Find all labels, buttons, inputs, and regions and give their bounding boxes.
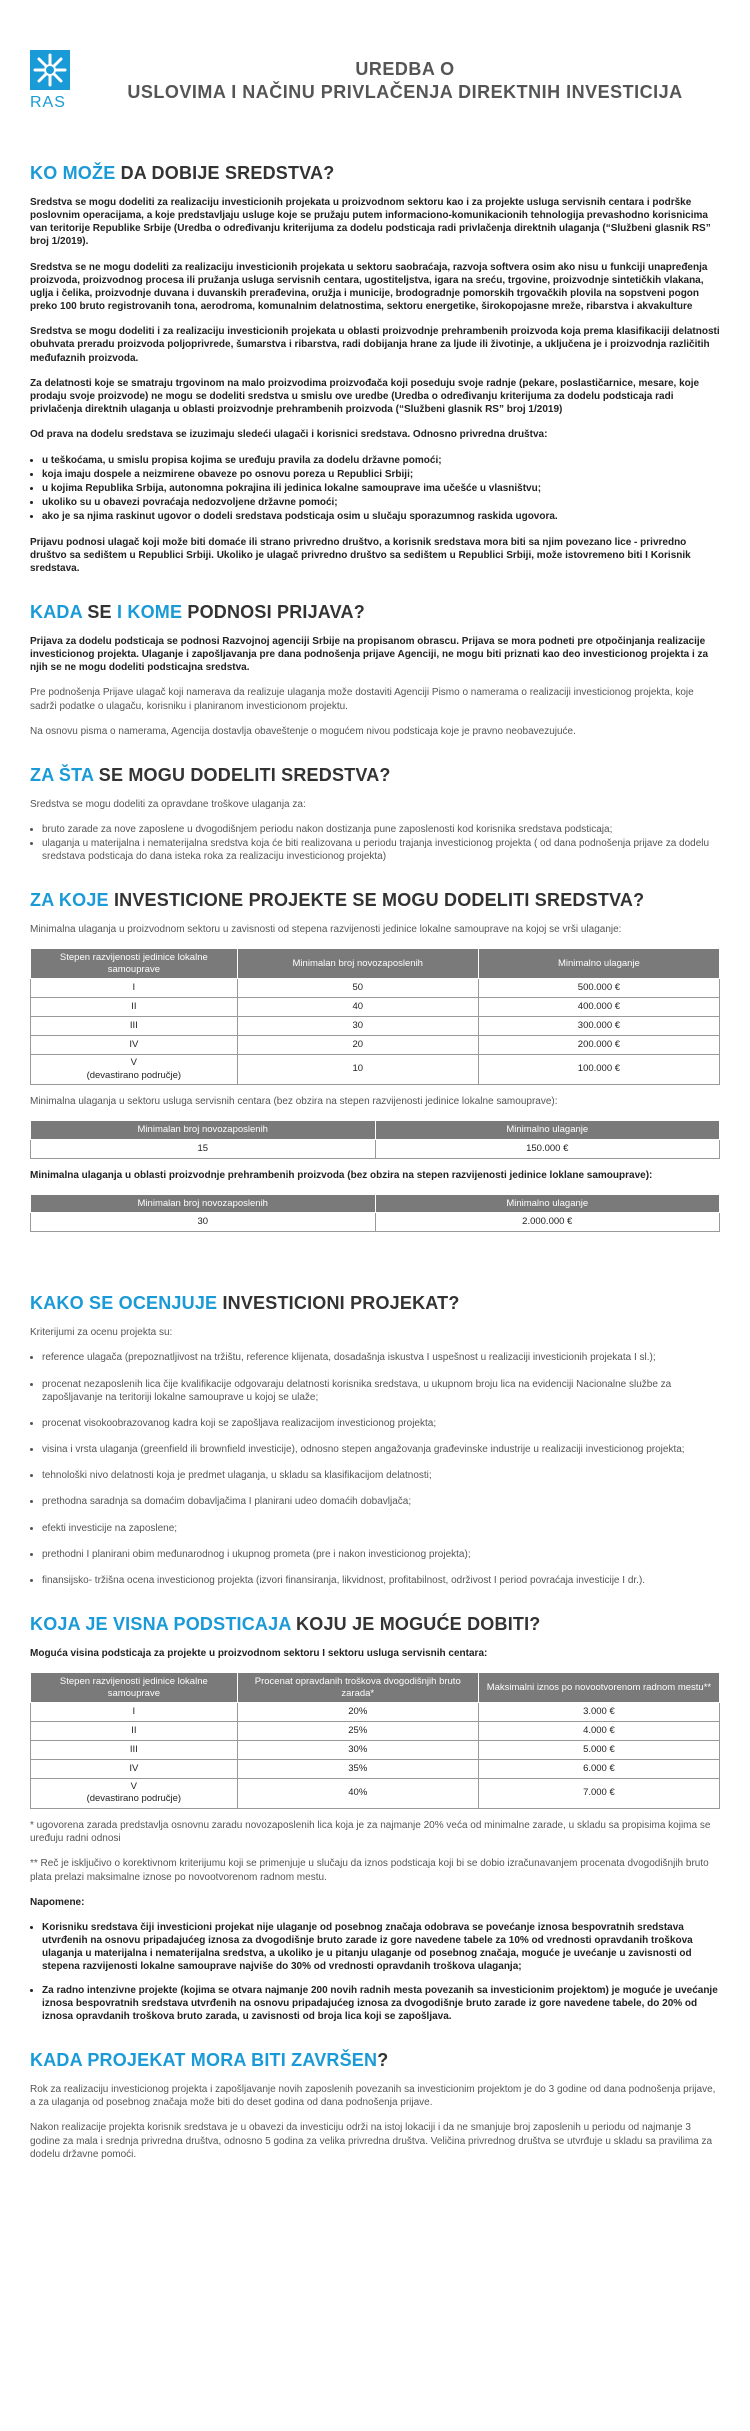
paragraph: Sredstva se mogu dodeliti za opravdane troškove ulaganja za: xyxy=(30,798,306,810)
paragraph: Od prava na dodelu sredstava se izuzimaju sledeći ulagači i korisnici sredstava. Odnosno privredna društva: xyxy=(30,429,548,441)
list-item: • ulaganja u materijalna i nematerijalna sredstva koja će biti realizovana u periodu trajanja investicionog projekta ( od dana podnošenja prijave za dodelu sredstava podsticaja do dana isteka roka za realizaciju investicionog projekta) xyxy=(42,837,720,863)
table-cell: I xyxy=(31,979,238,998)
table-cell: 25% xyxy=(237,1721,478,1740)
table-cell: 40 xyxy=(237,998,478,1017)
table-cell: 500.000 € xyxy=(478,979,719,998)
table-cell: IV xyxy=(31,1759,238,1778)
table-row xyxy=(31,1036,720,1055)
table-row xyxy=(31,1055,720,1085)
list-item: • efekti investicije na zaposlene; xyxy=(42,1522,720,1535)
table-header: Minimalno ulaganje xyxy=(375,1194,720,1212)
table-header: Minimalan broj novozaposlenih xyxy=(31,1121,376,1139)
criteria-list xyxy=(30,1351,720,1587)
min-investment-table xyxy=(30,948,720,1085)
footnote: ** Reč je isključivo o korektivnom kriterijumu koji se primenjuje u slučaju da iznos podsticaja koji bi se dobio izračunavanjem procenata dvogodišnjih bruto plata prelazi maksimalne iznose po novootvorenom radnom mestu. xyxy=(30,1858,709,1883)
table-cell: 35% xyxy=(237,1759,478,1778)
ras-logo-icon xyxy=(30,50,70,90)
table-header: Minimalno ulaganje xyxy=(375,1121,720,1139)
paragraph: Prijava za dodelu podsticaja se podnosi Razvojnoj agenciji Srbije na propisanom obrascu. Prijava se mora podneti pre otpočinjanja realizacije investicionog projekta. Ulaganje i zapošljavanja pre dana podnošenja prijave Agenciji, ne mogu biti priznati kao deo investicionog projekta i za njih se ne mogu dodeliti podsticajna sredstva. xyxy=(30,635,709,674)
table-cell: 10 xyxy=(237,1055,478,1085)
table-cell: 3.000 € xyxy=(478,1702,719,1721)
table-cell: 30 xyxy=(237,1017,478,1036)
table-cell: III xyxy=(31,1740,238,1759)
table-row xyxy=(31,979,720,998)
table-cell: II xyxy=(31,998,238,1017)
paragraph: Minimalna ulaganja u proizvodnom sektoru u zavisnosti od stepena razvijenosti jedinice lokalne samouprave na kojoj se vrši ulaganje: xyxy=(30,924,622,936)
service-min-table xyxy=(30,1120,720,1158)
heading-kada-zavrsen xyxy=(30,2049,720,2073)
heading-rest: PODNOSI PRIJAVA? xyxy=(182,602,365,623)
table-cell: 20 xyxy=(237,1036,478,1055)
header xyxy=(30,50,720,136)
heading-rest: ? xyxy=(377,2050,389,2071)
table-cell: 200.000 € xyxy=(478,1036,719,1055)
heading-highlight: ZA ŠTA xyxy=(30,764,94,785)
list-item: • koja imaju dospele a neizmirene obaveze po osnovu poreza u Republici Srbiji; xyxy=(42,468,720,481)
table-cell: 7.000 € xyxy=(478,1778,719,1808)
list-item: • tehnološki nivo delatnosti koja je predmet ulaganja, u skladu sa klasifikacijom delatnosti; xyxy=(42,1469,720,1482)
heading-za-koje xyxy=(30,889,720,913)
paragraph: Prijavu podnosi ulagač koji može biti domaće ili strano privredno društvo, a korisnik sredstava mora biti sa njim povezano lice - privredno društvo sa sedištem u Republici Srbiji. Ukoliko je ulagač privredno društvo sa sedištem u Republici Srbiji, može istovremeno biti I Korisnik sredstava. xyxy=(30,536,691,574)
heading-rest: INVESTICIONI PROJEKAT? xyxy=(217,1293,460,1314)
notes-list xyxy=(30,1921,720,2023)
paragraph: Rok za realizaciju investicionog projekta i zapošljavanje novih zaposlenih povezanih sa investicionim projektom je do 3 godine od dana podnošenja prijave, a za ulaganja od posebnog značaja može biti do deset godina od dana podnošenja prijave. xyxy=(30,2083,716,2109)
list-item: • prethodna saradnja sa domaćim dobavljačima I planirani udeo domaćih dobavljača; xyxy=(42,1495,720,1508)
paragraph: Sredstva se mogu dodeliti i za realizaciju investicionih projekata u oblasti proizvodnje prehrambenih proizvoda koja prema klasifikaciji delatnosti obuhvata preradu proizvoda poljoprivrede, šumarstva i ribarstva, radi dobijanja hrane za ljude ili životinje, a uključena je i proizvodnja različitih međufaznih proizvoda. xyxy=(30,326,720,364)
paragraph: Na osnovu pisma o namerama, Agencija dostavlja obaveštenje o mogućem nivou podsticaja koje je pravno neobavezujuće. xyxy=(30,725,576,737)
table-row xyxy=(31,998,720,1017)
title-line-2: USLOVIMA I NAČINU PRIVLAČENJA DIREKTNIH INVESTICIJA xyxy=(127,81,683,102)
list-item: • Za radno intenzivne projekte (kojima se otvara najmanje 200 novih radnih mesta povezanih sa investicionim projektom) je moguće je uvećanje iznosa bespovratnih sredstava utvrđenih na osnovu pripadajućeg iznosa za dvogodišnje bruto zarade iz gore navedene tabele, do 20% od iznosa opravdanih troškova bruto zarada, u zavisnosti od broja lica koji se zapošljava. xyxy=(42,1984,720,2024)
list-item: • Korisniku sredstava čiji investicioni projekat nije ulaganje od posebnog značaja odobrava se povećanje iznosa bespovratnih sredstava utvrđenih na osnovu pripadajućeg iznosa za dvogodišnje bruto zarade iz gore navedene tabele za 10% od vrednosti opravdanih troškova ulaganja u materijalna i nematerijalna sredstva, a ukoliko je u pitanju ulaganje od posebnog značaja, moguće je uvećanje u zavisnosti od stepena razvijenosti lokalne samouprave najviše do 30% od vrednosti opravdanih troškova ulaganja; xyxy=(42,1921,720,1974)
heading-highlight: KADA xyxy=(30,602,83,623)
table-cell: 100.000 € xyxy=(478,1055,719,1085)
table-row xyxy=(31,1778,720,1808)
list-item: • ako je sa njima raskinut ugovor o dodeli sredstava podsticaja osim u slučaju sporazumnog raskida ugovora. xyxy=(42,510,720,523)
table-cell: IV xyxy=(31,1036,238,1055)
table-cell: 20% xyxy=(237,1702,478,1721)
table-cell: I xyxy=(31,1702,238,1721)
table-cell: V (devastirano područje) xyxy=(31,1055,238,1085)
heading-za-sta xyxy=(30,764,720,788)
list-item: • ukoliko su u obavezi povraćaja nedozvoljene državne pomoći; xyxy=(42,496,720,509)
heading-kada-kome xyxy=(30,601,720,625)
table-header: Minimalan broj novozaposlenih xyxy=(31,1194,376,1212)
table-row xyxy=(31,1213,720,1232)
paragraph: Kriterijumi za ocenu projekta su: xyxy=(30,1327,173,1339)
table-cell: 50 xyxy=(237,979,478,998)
table-row xyxy=(31,1721,720,1740)
heading-highlight: ZA KOJE xyxy=(30,890,109,911)
exclusion-list xyxy=(30,454,720,524)
table-header: Stepen razvijenosti jedinice lokalne samouprave xyxy=(31,949,238,979)
paragraph: Sredstva se ne mogu dodeliti za realizaciju investicionih projekata u sektoru saobraćaja, razvoja softvera osim ako nisu u funkciji unapređenja proizvoda, proizvodnog procesa ili pružanja usluga servisnih centara, ugostiteljstva, igara na sreću, trgovine, proizvodnje sintetičkih vlakana, uglja i čelika, proizvodnje duvana i duvanskih prerađevina, oružja i municije, brodogradnje pomorskih trgovačkih plovila na sopstveni pogon preko 100 bruto registrovanih tona, aerodroma, komunalnim delatnostima, sektoru energetike, širokopojasne mreže, ribarstva i akvakulture xyxy=(30,261,708,313)
paragraph: Moguća visina podsticaja za projekte u proizvodnom sektoru I sektoru usluga servisnih centara: xyxy=(30,1647,488,1659)
heading-highlight: I KOME xyxy=(116,602,183,623)
heading-rest: SE MOGU DODELITI SREDSTVA? xyxy=(93,764,391,785)
table-row xyxy=(31,1740,720,1759)
table-header: Minimalan broj novozaposlenih xyxy=(237,949,478,979)
paragraph: Sredstva se mogu dodeliti za realizaciju investicionih projekata u proizvodnom sektoru kao i za projekte usluga servisnih centara i podrške poslovnim operacijama, a koje predstavljaju usluge koje se pružaju putem informaciono-komunikacionih tehnologija prevashodno korisnicima van teritorije Republike Srbije (Uredba o određivanju kriterijuma za dodelu podsticaja radi privlačenja direktnih ulaganja (“Službeni glasnik RS” broj 1/2019). xyxy=(30,196,711,248)
footnote: * ugovorena zarada predstavlja osnovnu zaradu novozaposlenih lica koja je za najmanje 20% veća od minimalne zarade, u skladu sa propisima kojima se uređuju radni odnosi xyxy=(30,1819,711,1845)
heading-highlight: KAKO SE OCENJUJE xyxy=(30,1293,218,1314)
heading-rest: DA DOBIJE SREDSTVA? xyxy=(115,163,335,183)
incentive-table xyxy=(30,1672,720,1809)
paragraph: Za delatnosti koje se smatraju trgovinom na malo proizvodima proizvođača koji poseduju svoje radnje (pekare, poslastičarnice, mesare, koje prodaju svoje proizvode) ne mogu se dodeliti sredstva u smislu ove uredbe (Uredba o određivanju kriterijuma za dodelu podsticaja radi privlačenja direktnih ulaganja u oblasti proizvodnje prehrambenih proizvoda (“Službeni glasnik RS” broj 1/2019) xyxy=(30,377,700,416)
heading-rest: SE xyxy=(82,602,117,623)
heading-highlight: KOJA JE VISNA PODSTICAJA xyxy=(30,1614,291,1635)
table-cell: 30% xyxy=(237,1740,478,1759)
heading-kako-se-ocenjuje xyxy=(30,1292,720,1316)
list-item: • u kojima Republika Srbija, autonomna pokrajina ili jedinica lokalne samouprave ima učešće u vlasništvu; xyxy=(42,482,720,495)
ras-logo-text: RAS xyxy=(30,94,66,111)
costs-list xyxy=(30,823,720,864)
table-cell: 150.000 € xyxy=(375,1139,720,1158)
table-cell: 2.000.000 € xyxy=(375,1213,720,1232)
list-item: • bruto zarade za nove zaposlene u dvogodišnjem periodu nakon dostizanja pune zaposlenosti kod korisnika sredstava podsticaja; xyxy=(42,823,720,836)
table-header: Minimalno ulaganje xyxy=(478,949,719,979)
paragraph: Minimalna ulaganja u oblasti proizvodnje prehrambenih proizvoda (bez obzira na stepen razvijenosti jedinice loklane samouprave): xyxy=(30,1169,653,1181)
list-item: • u teškoćama, u smislu propisa kojima se uređuju pravila za dodelu državne pomoći; xyxy=(42,454,720,467)
table-cell: III xyxy=(31,1017,238,1036)
food-min-table xyxy=(30,1194,720,1232)
table-cell: 40% xyxy=(237,1778,478,1808)
heading-highlight: KO MOŽE xyxy=(30,163,116,183)
notes-title: Napomene: xyxy=(30,1896,85,1908)
heading-ko-moze xyxy=(30,162,720,186)
list-item: • procenat visokoobrazovanog kadra koji se zapošljava realizacijom investicionog projekta; xyxy=(42,1417,720,1430)
table-cell: 5.000 € xyxy=(478,1740,719,1759)
title-line-1: UREDBA O xyxy=(355,59,455,79)
page-title xyxy=(90,58,720,103)
table-cell: 6.000 € xyxy=(478,1759,719,1778)
table-cell: 300.000 € xyxy=(478,1017,719,1036)
table-header: Maksimalni iznos po novootvorenom radnom mestu** xyxy=(478,1673,719,1703)
list-item: • prethodni I planirani obim međunarodnog i ukupnog prometa (pre i nakon investicionog projekta); xyxy=(42,1548,720,1561)
table-cell: 400.000 € xyxy=(478,998,719,1017)
page xyxy=(30,0,720,2203)
ras-logo xyxy=(30,50,90,113)
table-row xyxy=(31,1139,720,1158)
table-header: Procenat opravdanih troškova dvogodišnjih bruto zarada* xyxy=(237,1673,478,1703)
table-row xyxy=(31,1017,720,1036)
table-cell: II xyxy=(31,1721,238,1740)
table-cell: 15 xyxy=(31,1139,376,1158)
heading-rest: KOJU JE MOGUĆE DOBITI? xyxy=(290,1614,541,1635)
list-item: • finansijsko- tržišna ocena investicionog projekta (izvori finansiranja, likvidnost, profitabilnost, održivost I period povraćaja investicije I dr.). xyxy=(42,1574,720,1587)
paragraph: Nakon realizacije projekta korisnik sredstava je u obavezi da investiciju održi na istoj lokaciji i da ne smanjuje broj zaposlenih u periodu od najmanje 3 godine za mala i srednja privredna društva, odnosno 5 godina za velika privredna društva. Veličina privrednog društva se utvrđuje u skladu sa pravilima za dodelu državne pomoći. xyxy=(30,2122,713,2160)
list-item: • reference ulagača (prepoznatljivost na tržištu, reference klijenata, dosadašnja iskustva I uspešnost u realizaciji investicionih projekata I sl.); xyxy=(42,1351,720,1364)
list-item: • visina i vrsta ulaganja (greenfield ili brownfield investicije), odnosno stepen angažovanja građevinske industrije u realizaciji investicionog projekta; xyxy=(42,1443,720,1456)
heading-rest: INVESTICIONE PROJEKTE SE MOGU DODELITI SREDSTVA? xyxy=(108,890,645,911)
table-cell: V (devastirano područje) xyxy=(31,1778,238,1808)
paragraph: Pre podnošenja Prijave ulagač koji namerava da realizuje ulaganja može dostaviti Agenciji Pismo o namerama o realizaciji investicionog projekta, koje sadrži podatke o ulagaču, korisniku i planiranom investicionom projektu. xyxy=(30,687,694,712)
list-item: • procenat nezaposlenih lica čije kvalifikacije odgovaraju delatnosti korisnika sredstava, u ukupnom broju lica na evidenciji Nacionalne službe za zapošljavanje na teritoriji lokalne samouprave u kojoj se ulaže; xyxy=(42,1378,720,1404)
heading-visina-podsticaja xyxy=(30,1613,720,1637)
table-header: Stepen razvijenosti jedinice lokalne samouprave xyxy=(31,1673,238,1703)
table-row xyxy=(31,1702,720,1721)
table-cell: 4.000 € xyxy=(478,1721,719,1740)
paragraph: Minimalna ulaganja u sektoru usluga servisnih centara (bez obzira na stepen razvijenosti jedinice lokalne samouprave): xyxy=(30,1096,558,1108)
table-row xyxy=(31,1759,720,1778)
heading-highlight: KADA PROJEKAT MORA BITI ZAVRŠEN xyxy=(30,2050,378,2071)
table-cell: 30 xyxy=(31,1213,376,1232)
